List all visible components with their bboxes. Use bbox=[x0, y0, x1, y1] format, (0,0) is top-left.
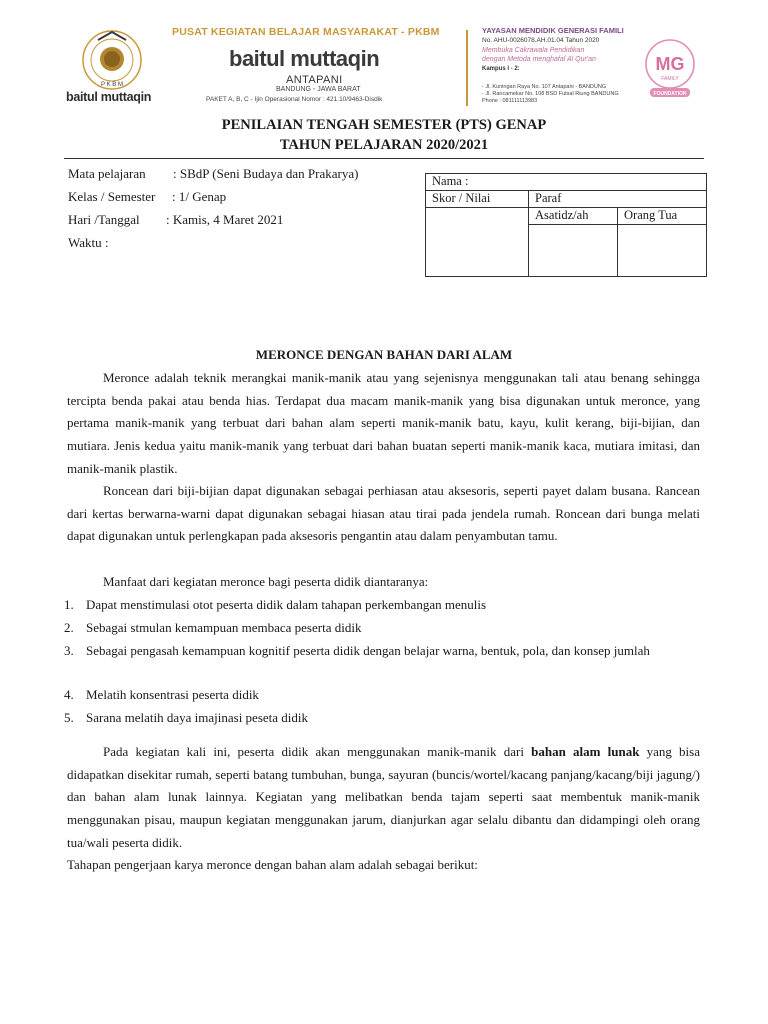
list-item-text: Sebagai pengasah kemampuan kognitif peserta didik dengan belajar warna, bentuk, pola, dan konsep jumlah bbox=[86, 643, 650, 658]
mg-logo-text: MG bbox=[655, 54, 685, 74]
mg-logo-sub: FAMILY bbox=[661, 76, 679, 82]
list-item bbox=[64, 594, 700, 617]
paragraph-1 bbox=[67, 367, 700, 481]
pkbm-title: PUSAT KEGIATAN BELAJAR MASYARAKAT - PKBM bbox=[172, 26, 440, 38]
svg-text:P K B M: P K B M bbox=[101, 82, 123, 88]
class-label: Kelas / Semester bbox=[68, 189, 156, 204]
section-title: MERONCE DENGAN BAHAN DARI ALAM bbox=[255, 347, 513, 362]
parent-signature-field[interactable] bbox=[618, 225, 707, 277]
mg-logo-foot: FOUNDATION bbox=[653, 91, 687, 97]
list-item-text: Sarana melatih daya imajinasi peseta didik bbox=[86, 710, 309, 725]
paragraph-4-bold: bahan alam lunak bbox=[531, 744, 640, 759]
paragraph-2-text: Roncean dari biji-bijian dapat digunakan sebagai perhiasan atau aksesoris, seperti payet dalam busana. Rancean dari kertas berwarna-warni dapat digunakan sebagai hiasan atau tirai pada jendela rumah. Roncean dari bunga melati dapat digunakan untuk perlengkapan pada aksesoris pengantin atau dalam penyambutan tamu. bbox=[67, 483, 700, 544]
subject-label: Mata pelajaran bbox=[68, 166, 146, 181]
info-subject bbox=[68, 166, 358, 182]
foundation-motto-2: dengan Metoda menghafal Al Qur'an bbox=[482, 56, 596, 63]
pkbm-permit: PAKET A, B, C - Ijin Operasional Nomor : 421.10/9463-Disdik bbox=[206, 96, 383, 103]
score-label: Skor / Nilai bbox=[426, 191, 529, 208]
date-label: Hari /Tanggal bbox=[68, 212, 140, 227]
parent-label: Orang Tua bbox=[618, 208, 707, 225]
seal-name: baitul muttaqin bbox=[66, 90, 152, 104]
name-field[interactable]: Nama : bbox=[426, 174, 707, 191]
list-item bbox=[64, 684, 700, 707]
exam-title: PENILAIAN TENGAH SEMESTER (PTS) GENAP bbox=[221, 117, 547, 133]
info-class bbox=[68, 189, 226, 205]
foundation-number: No. AHU-0026078.AH.01.04 Tahun 2020 bbox=[482, 37, 600, 44]
list-item-number: 3. bbox=[64, 643, 74, 658]
pkbm-name: baitul muttaqin bbox=[229, 46, 380, 71]
letterhead bbox=[64, 24, 710, 106]
paragraph-5-text: Tahapan pengerjaan karya meronce dengan bahan alam adalah sebagai berikut: bbox=[67, 857, 478, 872]
foundation-address-1: - Jl. Kuningan Raya No. 107 Antapani - BANDUNG bbox=[482, 84, 607, 90]
foundation-address-2: - Jl. Rancamekar No. 108 BSD Futsal Riung BANDUNG bbox=[482, 91, 619, 97]
signature-label: Paraf bbox=[529, 191, 707, 208]
date-value: : Kamis, 4 Maret 2021 bbox=[166, 212, 284, 227]
foundation-title: YAYASAN MENDIDIK GENERASI FAMILI bbox=[482, 26, 624, 35]
score-box bbox=[425, 173, 707, 277]
class-value: : 1/ Genap bbox=[172, 189, 227, 204]
subject-value: : SBdP (Seni Budaya dan Prakarya) bbox=[173, 166, 359, 181]
list-item-text: Sebagai stmulan kemampuan membaca peserta didik bbox=[86, 620, 362, 635]
paragraph-4 bbox=[67, 741, 700, 855]
info-date bbox=[68, 212, 283, 228]
pkbm-city: BANDUNG - JAWA BARAT bbox=[276, 86, 361, 93]
foundation-campus: Kampus I - 2: bbox=[482, 66, 520, 72]
list-item-number: 1. bbox=[64, 597, 74, 612]
score-field[interactable] bbox=[426, 208, 529, 277]
list-item bbox=[64, 707, 700, 730]
list-item-number: 5. bbox=[64, 710, 74, 725]
teacher-signature-field[interactable] bbox=[529, 225, 618, 277]
paragraph-4-text-a: Pada kegiatan kali ini, peserta didik akan menggunakan manik-manik dari bbox=[103, 744, 532, 759]
title-rule bbox=[64, 158, 704, 159]
paragraph-2 bbox=[67, 480, 700, 548]
paragraph-1-text: Meronce adalah teknik merangkai manik-manik atau yang sejenisnya menggunakan tali atau benang sehingga tercipta benda pakai atau benda hias. Terdapat dua macam manik-manik yang bisa digunakan untuk meronce, yang pertama manik-manik yang terbuat dari bahan alam seperti manik-manik batu, kayu, kulit kerang, biji-bijian, dan mutiara. Jenis kedua yaitu manik-manik yang terbuat dari bahan buatan seperti manik-manik kaca, mutiara imitasi, dan manik-manik plastik. bbox=[67, 370, 700, 476]
list-item-text: Dapat menstimulasi otot peserta didik dalam tahapan perkembangan menulis bbox=[86, 597, 486, 612]
list-item-number: 2. bbox=[64, 620, 74, 635]
paragraph-3-text: Manfaat dari kegiatan meronce bagi peserta didik diantaranya: bbox=[103, 574, 429, 589]
letterhead-divider bbox=[466, 30, 468, 106]
academic-year: TAHUN PELAJARAN 2020/2021 bbox=[279, 137, 489, 153]
pkbm-location: ANTAPANI bbox=[286, 74, 343, 86]
list-item-number: 4. bbox=[64, 687, 74, 702]
list-item bbox=[64, 617, 700, 640]
foundation-phone: Phone : 081111113983 bbox=[482, 98, 538, 104]
list-item-text: Melatih konsentrasi peserta didik bbox=[86, 687, 259, 702]
time-label: Waktu : bbox=[68, 235, 109, 250]
paragraph-5 bbox=[67, 854, 700, 877]
list-item bbox=[64, 640, 700, 663]
foundation-motto-1: Membuka Cakrawala Pendidikan bbox=[482, 47, 585, 54]
info-time bbox=[68, 235, 108, 251]
mg-foundation-logo bbox=[638, 36, 702, 100]
paragraph-3 bbox=[67, 571, 700, 594]
teacher-label: Asatidz/ah bbox=[529, 208, 618, 225]
paragraph-4-text-b: yang bisa didapatkan disekitar rumah, seperti batang tumbuhan, bunga, sayuran (buncis/wortel/kacang panjang/kacang/biji jagung/) dan bahan alam lunak lainnya. Kegiatan yang melibatkan benda tajam seperti saat membentuk manik-manik menggunakan pisau, maupun kegiatan menggunakan jarum, dianjurkan agar selalu dibantu dan didampingi oleh orang tua/wali peserta didik. bbox=[67, 744, 700, 850]
